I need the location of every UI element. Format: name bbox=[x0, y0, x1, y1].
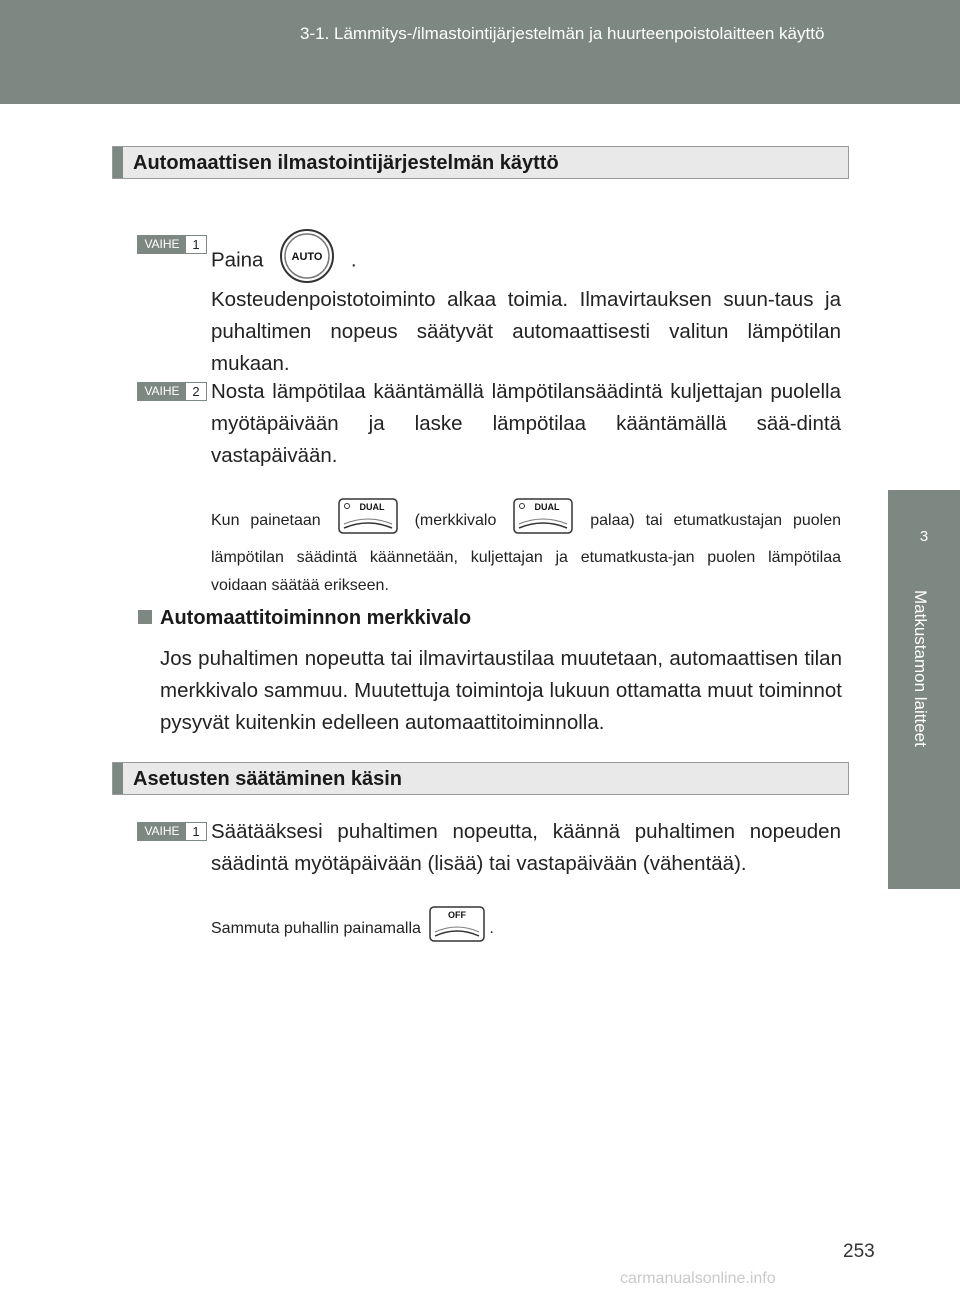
chapter-number: 3 bbox=[919, 528, 929, 545]
step-badge bbox=[137, 822, 207, 841]
section-heading-text: Asetusten säätäminen käsin bbox=[133, 768, 402, 790]
dual-button-label: DUAL bbox=[359, 502, 385, 512]
square-bullet-icon bbox=[138, 610, 152, 624]
auto-button-label: AUTO bbox=[291, 251, 323, 263]
note-text: Kun painetaan bbox=[211, 512, 321, 530]
heading-accent-bar bbox=[113, 763, 123, 794]
subsection-heading bbox=[138, 607, 471, 630]
chapter-title: Matkustamon laitteet bbox=[911, 590, 930, 747]
step-badge-word: VAIHE bbox=[138, 236, 186, 253]
watermark: carmanualsonline.info bbox=[620, 1270, 776, 1287]
step-instruction: Nosta lämpötilaa kääntämällä lämpötilansäädintä kuljettajan puolella myötäpäivään ja laske lämpötilaa kääntämällä sää-dintä vastapäivään. bbox=[211, 380, 841, 467]
subsection-heading-text: Automaattitoiminnon merkkivalo bbox=[160, 607, 472, 629]
page-number: 253 bbox=[843, 1241, 875, 1262]
step-badge-word: VAIHE bbox=[138, 823, 186, 840]
section-heading-manual bbox=[112, 762, 849, 795]
step-badge bbox=[137, 235, 207, 254]
note-text: (merkkivalo bbox=[414, 512, 497, 530]
dual-button-label: DUAL bbox=[534, 502, 560, 512]
step-badge-number: 1 bbox=[192, 237, 200, 252]
section-heading-text: Automaattisen ilmastointijärjestelmän käyttö bbox=[133, 152, 559, 174]
header-band bbox=[0, 0, 960, 104]
off-button-label: OFF bbox=[448, 910, 467, 920]
dual-button-icon bbox=[338, 498, 398, 544]
step-text-after: . bbox=[350, 248, 357, 272]
subsection-text: Jos puhaltimen nopeutta tai ilmavirtaustilaa muutetaan, automaattisen tilan merkkivalo sammuu. Muutettuja toimintoja lukuun ottamatta muut toiminnot pysyvät kuitenkin edelleen automaattitoiminnolla. bbox=[160, 647, 842, 734]
chapter-section-title: 3-1. Lämmitys-/ilmastointijärjestelmän ja huurteenpoistolaitteen käyttö bbox=[300, 24, 825, 43]
side-margin-upper bbox=[888, 104, 960, 490]
off-note bbox=[211, 906, 841, 952]
section-heading-auto bbox=[112, 146, 849, 179]
chapter-side-tab bbox=[888, 490, 960, 889]
off-button-icon bbox=[429, 906, 485, 952]
step-badge-number: 1 bbox=[192, 824, 200, 839]
note-text: Sammuta puhallin painamalla bbox=[211, 920, 421, 938]
note-text: palaa) tai etumatkustajan puolen lämpötilan säädintä käännetään, kuljettajan ja etumatkusta-jan puolen lämpötilaa voidaan säätää erikseen. bbox=[211, 512, 841, 594]
dual-note bbox=[211, 498, 841, 600]
step-description: Kosteudenpoistotoiminto alkaa toimia. Ilmavirtauksen suun-taus ja puhaltimen nopeus säätyvät automaattisesti valitun lämpötilan mukaan. bbox=[211, 288, 841, 375]
dual-button-icon bbox=[513, 498, 573, 544]
step-badge bbox=[137, 382, 207, 401]
step-instruction: Säätääksesi puhaltimen nopeutta, käännä puhaltimen nopeuden säädintä myötäpäivään (lisää) tai vastapäivään (vähentää). bbox=[211, 820, 841, 875]
step-text-before: Paina bbox=[211, 248, 264, 272]
heading-accent-bar bbox=[113, 147, 123, 178]
note-text: . bbox=[489, 920, 494, 938]
step-badge-number: 2 bbox=[192, 384, 200, 399]
step-badge-word: VAIHE bbox=[138, 383, 186, 400]
